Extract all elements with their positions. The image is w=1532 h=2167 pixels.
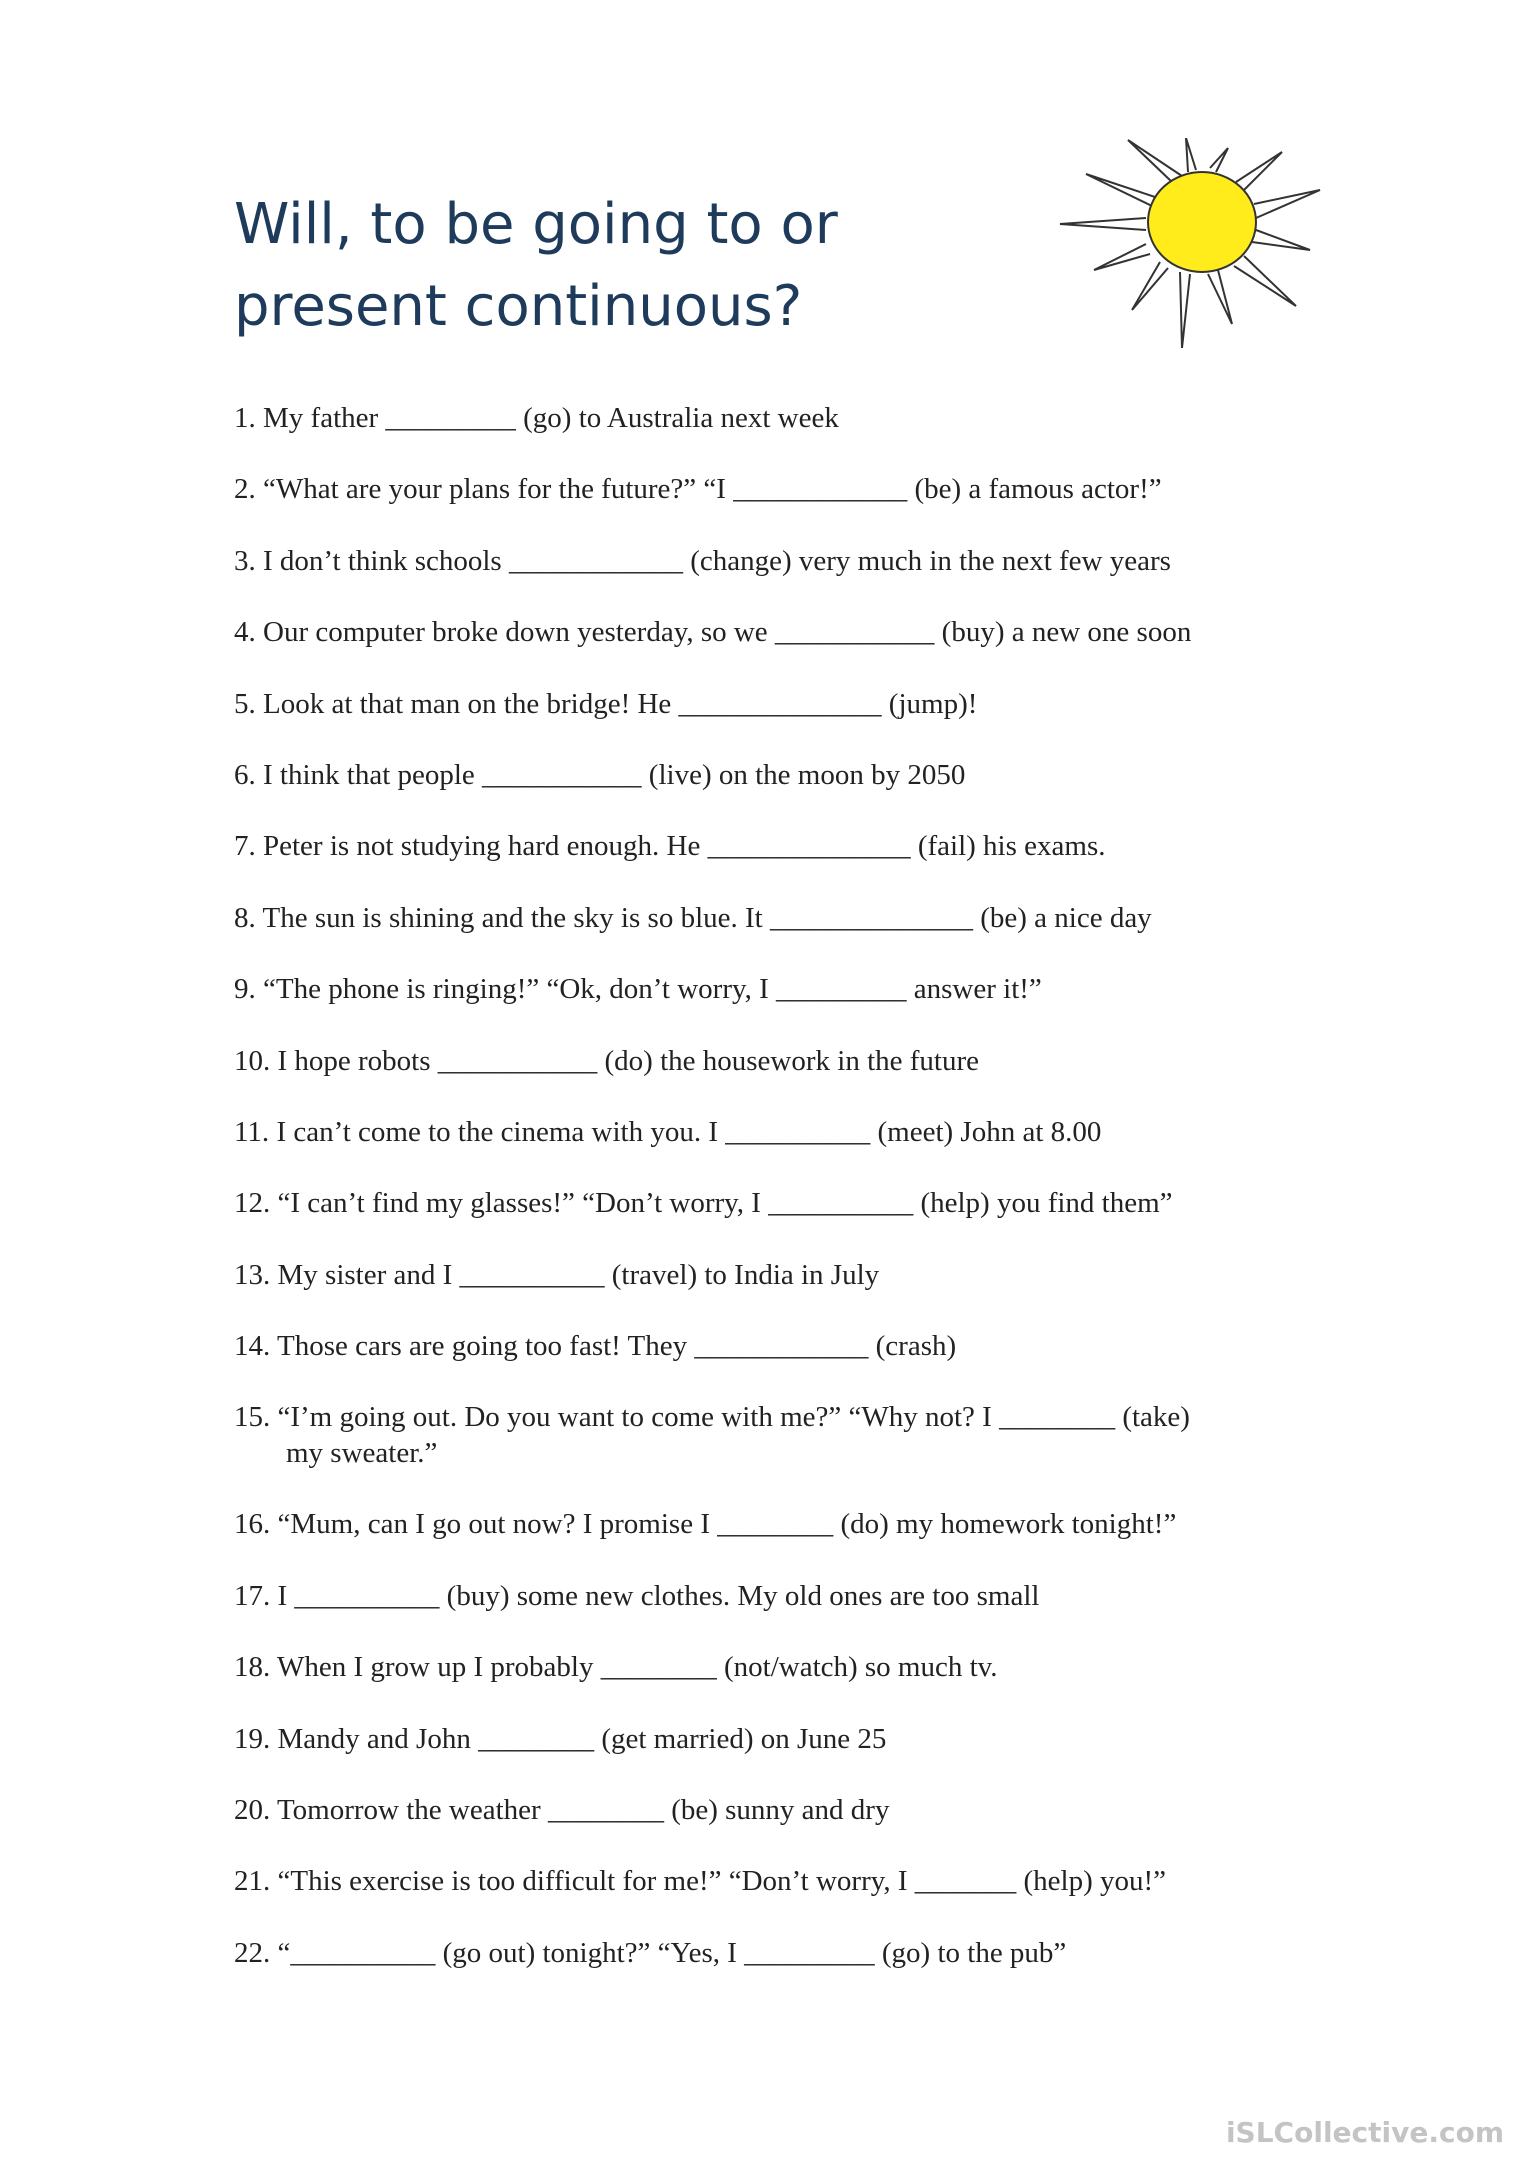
question-8 [234,900,1344,971]
question-text-continued: my sweater.” [286,1437,438,1470]
question-number: 9. [234,973,256,1006]
question-text: I can’t come to the cinema with you. I __________ (meet) John at 8.00 [276,1115,1102,1148]
question-number: 18. [234,1651,271,1684]
question-16 [234,1506,1344,1577]
question-number: 21. [234,1865,271,1898]
question-number: 3. [234,544,256,577]
question-number: 13. [234,1258,271,1291]
question-text: When I grow up I probably ________ (not/watch) so much tv. [276,1651,998,1684]
question-text: “I’m going out. Do you want to come with me?” “Why not? I ________ (take) [277,1401,1190,1434]
question-13 [234,1257,1344,1328]
question-number: 17. [234,1579,271,1612]
question-text: Our computer broke down yesterday, so we ___________ (buy) a new one soon [263,616,1192,649]
question-text: “Mum, can I go out now? I promise I ________ (do) my homework tonight!” [277,1508,1177,1541]
question-3 [234,543,1344,614]
question-number: 19. [234,1722,271,1755]
question-number: 22. [234,1936,271,1969]
question-text: The sun is shining and the sky is so blue. It ______________ (be) a nice day [262,901,1152,934]
question-text: “I can’t find my glasses!” “Don’t worry, I __________ (help) you find them” [277,1187,1173,1220]
question-number: 20. [234,1794,271,1827]
question-9 [234,971,1344,1042]
question-14 [234,1328,1344,1399]
question-list [234,400,1344,2006]
question-17 [234,1578,1344,1649]
question-text: Mandy and John ________ (get married) on June 25 [277,1722,887,1755]
title-line-1: Will, to be going to or [234,192,838,257]
title-line-2: present continuous? [234,274,803,339]
question-19 [234,1721,1344,1792]
question-text: I hope robots ___________ (do) the housework in the future [277,1044,980,1077]
question-number: 6. [234,758,256,791]
question-22 [234,1935,1344,2006]
question-number: 16. [234,1508,271,1541]
question-number: 8. [234,901,256,934]
question-text: Tomorrow the weather ________ (be) sunny and dry [276,1794,890,1827]
question-text: My sister and I __________ (travel) to India in July [277,1258,880,1291]
question-20 [234,1792,1344,1863]
question-number: 1. [234,402,256,434]
question-18 [234,1649,1344,1720]
question-number: 5. [234,687,256,720]
question-text: I __________ (buy) some new clothes. My old ones are too small [277,1579,1040,1612]
question-2 [234,471,1344,542]
watermark: iSLCollective.com [1225,2116,1504,2149]
question-6 [234,757,1344,828]
question-text: Peter is not studying hard enough. He ______________ (fail) his exams. [263,830,1106,863]
page-title [234,184,838,348]
question-4 [234,614,1344,685]
question-number: 15. [234,1401,271,1434]
question-text: I don’t think schools ____________ (change) very much in the next few years [263,544,1171,577]
question-text: My father _________ (go) to Australia next week [263,402,839,434]
question-number: 10. [234,1044,271,1077]
question-text: “This exercise is too difficult for me!” “Don’t worry, I _______ (help) you!” [277,1865,1167,1898]
question-number: 11. [234,1115,270,1148]
question-12 [234,1185,1344,1256]
question-11 [234,1114,1344,1185]
question-number: 2. [234,473,256,506]
question-text: “__________ (go out) tonight?” “Yes, I _________ (go) to the pub” [277,1936,1067,1969]
question-number: 4. [234,616,256,649]
question-text: “What are your plans for the future?” “I ____________ (be) a famous actor!” [263,473,1162,506]
question-number: 12. [234,1187,271,1220]
question-text: Look at that man on the bridge! He ______________ (jump)! [263,687,978,720]
question-7 [234,828,1344,899]
question-10 [234,1043,1344,1114]
question-number: 7. [234,830,256,863]
question-15 [234,1399,1344,1506]
question-text: I think that people ___________ (live) on the moon by 2050 [263,758,966,791]
sun-icon [1058,138,1338,348]
question-number: 14. [234,1330,271,1363]
question-21 [234,1863,1344,1934]
question-text: “The phone is ringing!” “Ok, don’t worry, I _________ answer it!” [263,973,1042,1006]
question-text: Those cars are going too fast! They ____________ (crash) [276,1330,957,1363]
question-1 [234,400,1344,471]
question-5 [234,686,1344,757]
